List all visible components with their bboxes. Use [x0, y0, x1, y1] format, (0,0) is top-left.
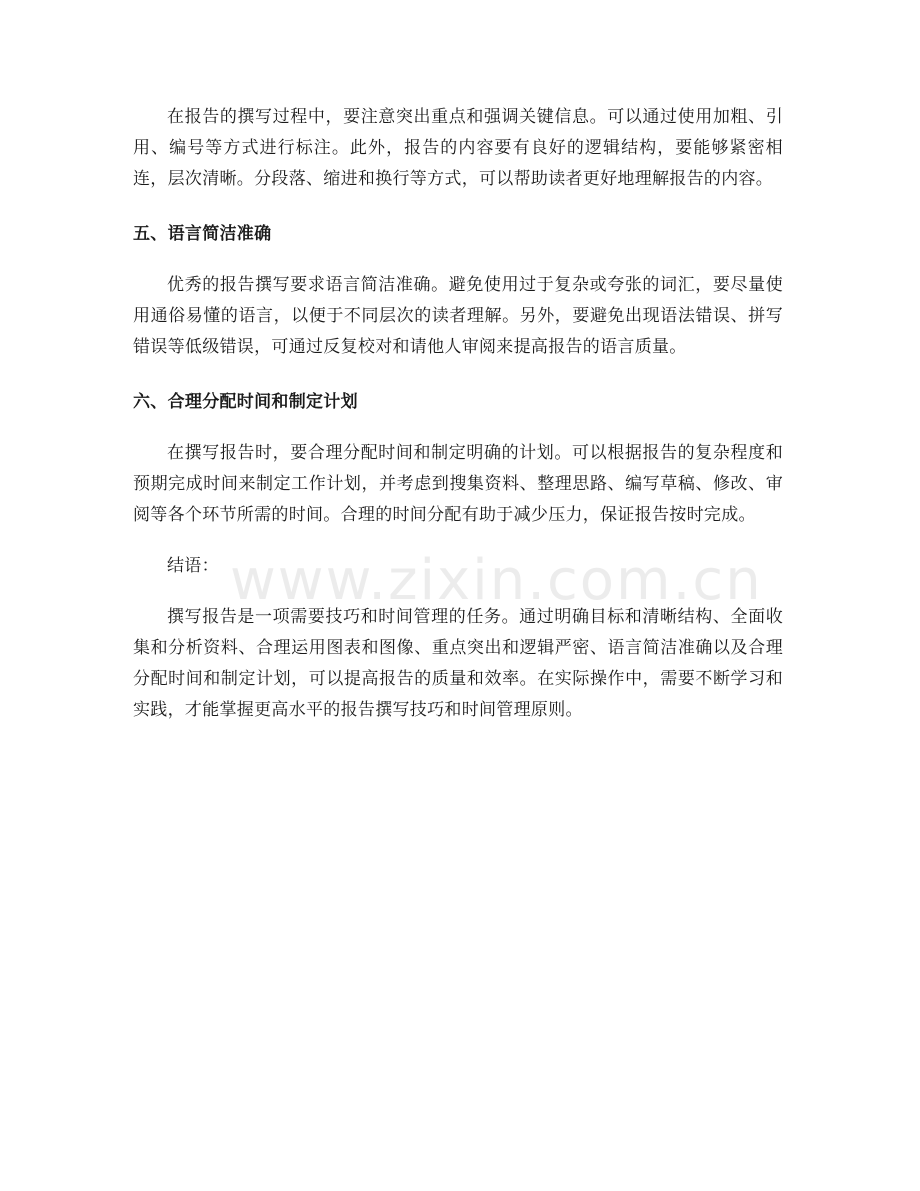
document-body: [133, 102, 783, 726]
conclusion-label: 结语：: [167, 556, 219, 576]
section-5-paragraph: 优秀的报告撰写要求语言简洁准确。避免使用过于复杂或夸张的词汇，要尽量使用通俗易懂的语言，以便于不同层次的读者理解。另外，要避免出现语法错误、拼写错误等低级错误，可通过反复校对和请他人审阅来提高报告的语言质量。: [133, 275, 783, 357]
paragraph-emphasis: 在报告的撰写过程中，要注意突出重点和强调关键信息。可以通过使用加粗、引用、编号等方式进行标注。此外，报告的内容要有良好的逻辑结构，要能够紧密相连，层次清晰。分段落、缩进和换行等方式，可以帮助读者更好地理解报告的内容。: [133, 107, 783, 189]
conclusion-paragraph: 撰写报告是一项需要技巧和时间管理的任务。通过明确目标和清晰结构、全面收集和分析资料、合理运用图表和图像、重点突出和逻辑严密、语言简洁准确以及合理分配时间和制定计划，可以提高报告的质量和效率。在实际操作中，需要不断学习和实践，才能掌握更高水平的报告撰写技巧和时间管理原则。: [133, 607, 783, 720]
section-5-heading: 五、语言简洁准确: [133, 224, 272, 244]
spacer: [133, 363, 783, 387]
section-6-paragraph: 在撰写报告时，要合理分配时间和制定明确的计划。可以根据报告的复杂程度和预期完成时间来制定工作计划，并考虑到搜集资料、整理思路、编写草稿、修改、审阅等各个环节所需的时间。合理的时间分配有助于减少压力，保证报告按时完成。: [133, 443, 783, 525]
spacer: [133, 582, 783, 602]
section-6-heading: 六、合理分配时间和制定计划: [133, 392, 358, 412]
spacer: [133, 250, 783, 270]
spacer: [133, 418, 783, 438]
spacer: [133, 195, 783, 219]
watermark: www.zixin.com.cn: [230, 548, 763, 613]
spacer: [133, 531, 783, 551]
